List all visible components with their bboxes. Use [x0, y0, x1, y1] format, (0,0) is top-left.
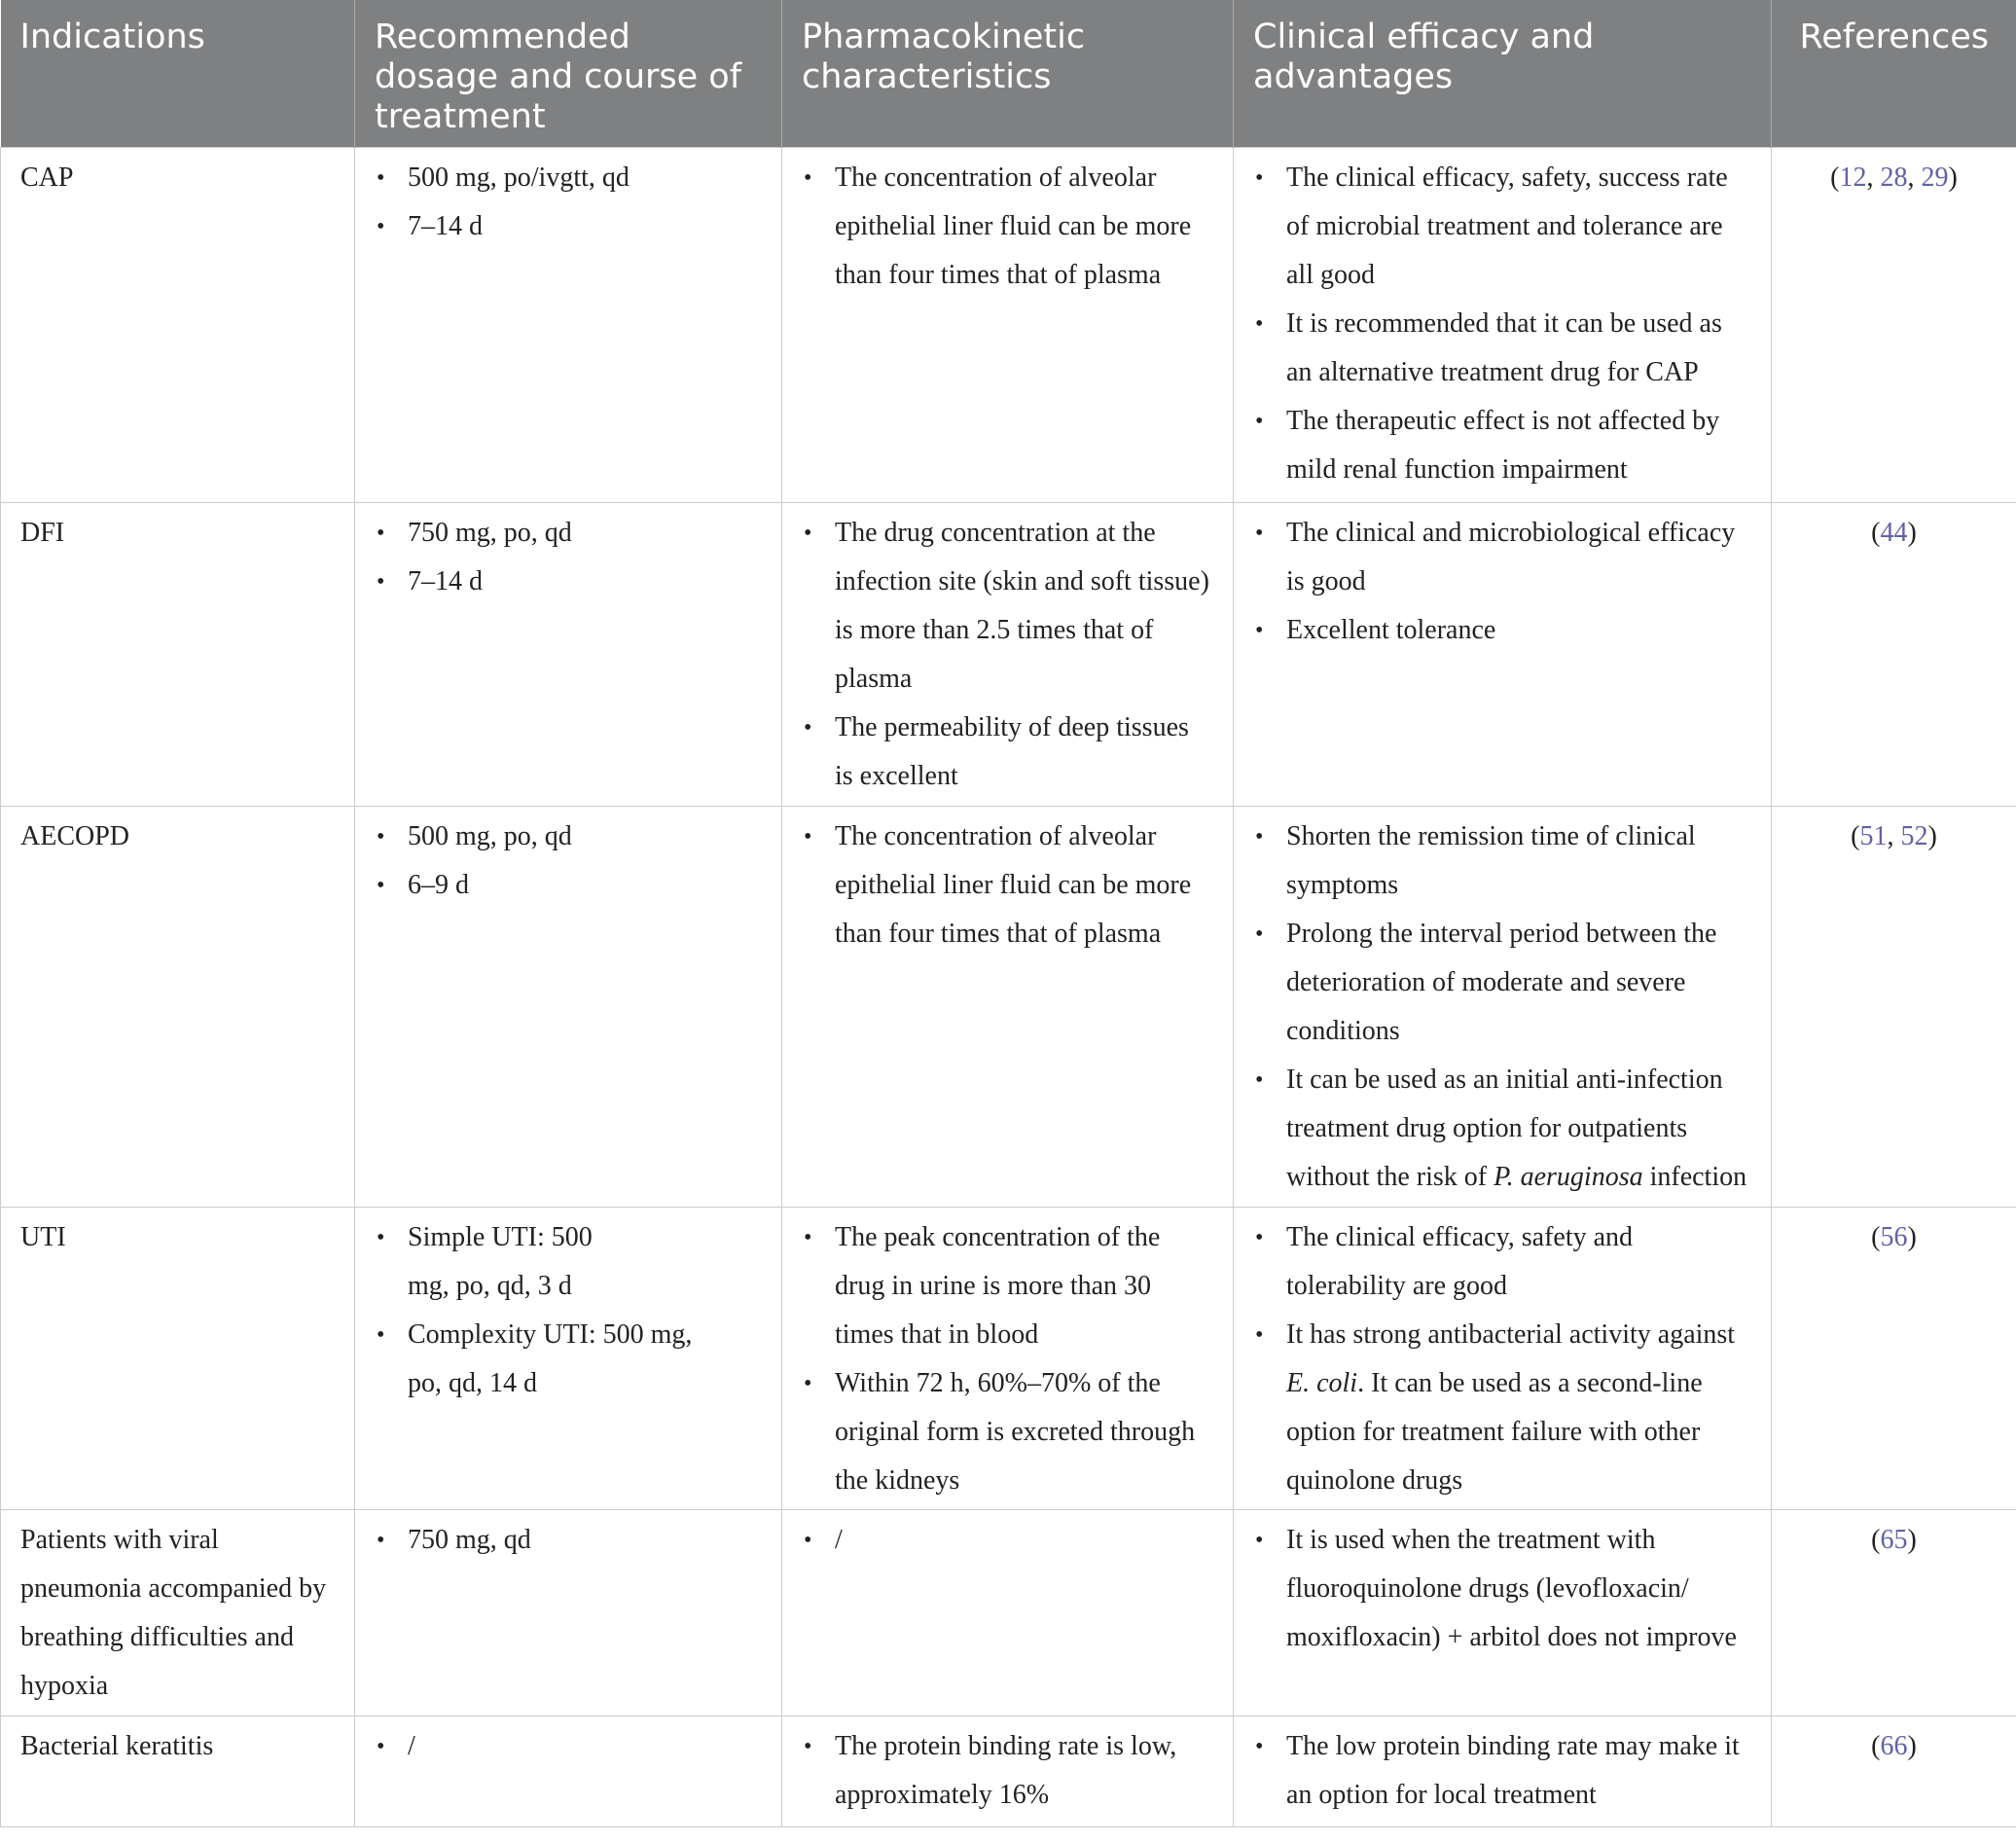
pk-cell	[782, 807, 1234, 1208]
indication-cell: DFI	[1, 503, 355, 807]
list-item	[1286, 1056, 1751, 1202]
list-item: • 7–14 d	[408, 558, 762, 606]
list-item: • The protein binding rate is low, approximately 16%	[835, 1722, 1213, 1820]
dosage-cell	[355, 148, 782, 503]
italic-term: E. coli	[1286, 1368, 1358, 1398]
references-cell: (51, 52)	[1772, 807, 2016, 1208]
list-item: • The clinical efficacy, safety and tolerability are good	[1286, 1213, 1751, 1311]
list-item: • The drug concentration at the infection site (skin and soft tissue) is more than 2.5 times that of plasma	[835, 509, 1213, 704]
reference-link[interactable]: 12	[1839, 163, 1867, 193]
list-item: • 500 mg, po/ivgtt, qd	[408, 154, 762, 202]
dosage-cell	[355, 1208, 782, 1510]
header-references: References	[1772, 0, 2016, 148]
table-row	[1, 1510, 2016, 1716]
references-cell: (65)	[1772, 1510, 2016, 1716]
header-efficacy: Clinical efficacy and advantages	[1234, 0, 1772, 148]
list-item: • Excellent tolerance	[1286, 606, 1751, 655]
table-row	[1, 1716, 2016, 1827]
list-item: • Within 72 h, 60%–70% of the original form is excreted through the kidneys	[835, 1359, 1213, 1505]
header-pharmacokinetics: Pharmacokinetic characteristics	[782, 0, 1234, 148]
dosage-cell	[355, 1716, 782, 1827]
list-item: • The clinical efficacy, safety, success rate of microbial treatment and tolerance are all good	[1286, 154, 1751, 300]
list-item: • Prolong the interval period between the deterioration of moderate and severe conditions	[1286, 910, 1751, 1056]
header-dosage: Recommended dosage and course of treatment	[355, 0, 782, 148]
list-item: • 750 mg, po, qd	[408, 509, 762, 558]
references-cell: (56)	[1772, 1208, 2016, 1510]
references-cell: (12, 28, 29)	[1772, 148, 2016, 503]
dosage-cell	[355, 1510, 782, 1716]
list-item: • The concentration of alveolar epithelial liner fluid can be more than four times that of plasma	[835, 154, 1213, 300]
list-item: • It is recommended that it can be used as an alternative treatment drug for CAP	[1286, 300, 1751, 397]
pk-cell	[782, 1716, 1234, 1827]
list-item: • It is used when the treatment with fluoroquinolone drugs (levofloxacin/ moxifloxacin) + arbitol does not improve	[1286, 1516, 1751, 1662]
efficacy-cell	[1234, 503, 1772, 807]
header-indications: Indications	[1, 0, 355, 148]
list-item: • The low protein binding rate may make it an option for local treatment	[1286, 1722, 1751, 1820]
reference-link[interactable]: 52	[1900, 821, 1928, 851]
header-row	[1, 0, 2016, 148]
list-item: • 750 mg, qd	[408, 1516, 762, 1565]
indication-cell: CAP	[1, 148, 355, 503]
text-segment: It has strong antibacterial activity against	[1286, 1319, 1736, 1350]
list-item	[1286, 1311, 1751, 1505]
pk-cell	[782, 148, 1234, 503]
list-item: • The therapeutic effect is not affected by mild renal function impairment	[1286, 397, 1751, 494]
text-segment: infection	[1642, 1162, 1747, 1192]
table-row	[1, 148, 2016, 503]
references-cell: (66)	[1772, 1716, 2016, 1827]
list-item: • Shorten the remission time of clinical symptoms	[1286, 813, 1751, 910]
indication-cell: UTI	[1, 1208, 355, 1510]
reference-link[interactable]: 44	[1880, 518, 1908, 548]
text-segment: . It can be used as a second-line option for treatment failure with other quinolone drugs	[1286, 1368, 1703, 1496]
italic-term: P. aeruginosa	[1494, 1162, 1643, 1192]
list-item: • The concentration of alveolar epithelial liner fluid can be more than four times that of plasma	[835, 813, 1213, 958]
efficacy-cell	[1234, 1208, 1772, 1510]
table-row	[1, 1208, 2016, 1510]
dosage-cell	[355, 503, 782, 807]
reference-link[interactable]: 56	[1880, 1222, 1908, 1252]
reference-link[interactable]: 65	[1880, 1525, 1908, 1555]
table-row	[1, 503, 2016, 807]
pk-cell	[782, 1510, 1234, 1716]
list-item: • /	[408, 1722, 762, 1771]
list-item: • /	[835, 1516, 1213, 1565]
indication-cell: Bacterial keratitis	[1, 1716, 355, 1827]
list-item: • The clinical and microbiological efficacy is good	[1286, 509, 1751, 606]
list-item: • Simple UTI: 500 mg, po, qd, 3 d	[408, 1213, 703, 1311]
reference-link[interactable]: 29	[1921, 163, 1949, 193]
reference-link[interactable]: 51	[1859, 821, 1888, 851]
list-item: • Complexity UTI: 500 mg, po, qd, 14 d	[408, 1311, 703, 1408]
pk-cell	[782, 503, 1234, 807]
table-row	[1, 807, 2016, 1208]
text-segment: It can be used as an initial anti-infection treatment drug option for outpatients without the risk of	[1286, 1065, 1723, 1192]
efficacy-cell	[1234, 807, 1772, 1208]
reference-link[interactable]: 28	[1880, 163, 1908, 193]
list-item: • 500 mg, po, qd	[408, 813, 762, 861]
indication-cell: AECOPD	[1, 807, 355, 1208]
efficacy-cell	[1234, 1510, 1772, 1716]
references-cell: (44)	[1772, 503, 2016, 807]
efficacy-cell	[1234, 1716, 1772, 1827]
pk-cell	[782, 1208, 1234, 1510]
list-item: • The permeability of deep tissues is excellent	[835, 704, 1213, 801]
list-item: • The peak concentration of the drug in urine is more than 30 times that in blood	[835, 1213, 1213, 1359]
dosage-cell	[355, 807, 782, 1208]
indication-cell: Patients with viral pneumonia accompanied by breathing difficulties and hypoxia	[1, 1510, 355, 1716]
list-item: • 7–14 d	[408, 202, 762, 251]
efficacy-cell	[1234, 148, 1772, 503]
reference-link[interactable]: 66	[1880, 1731, 1908, 1761]
list-item: • 6–9 d	[408, 861, 762, 910]
